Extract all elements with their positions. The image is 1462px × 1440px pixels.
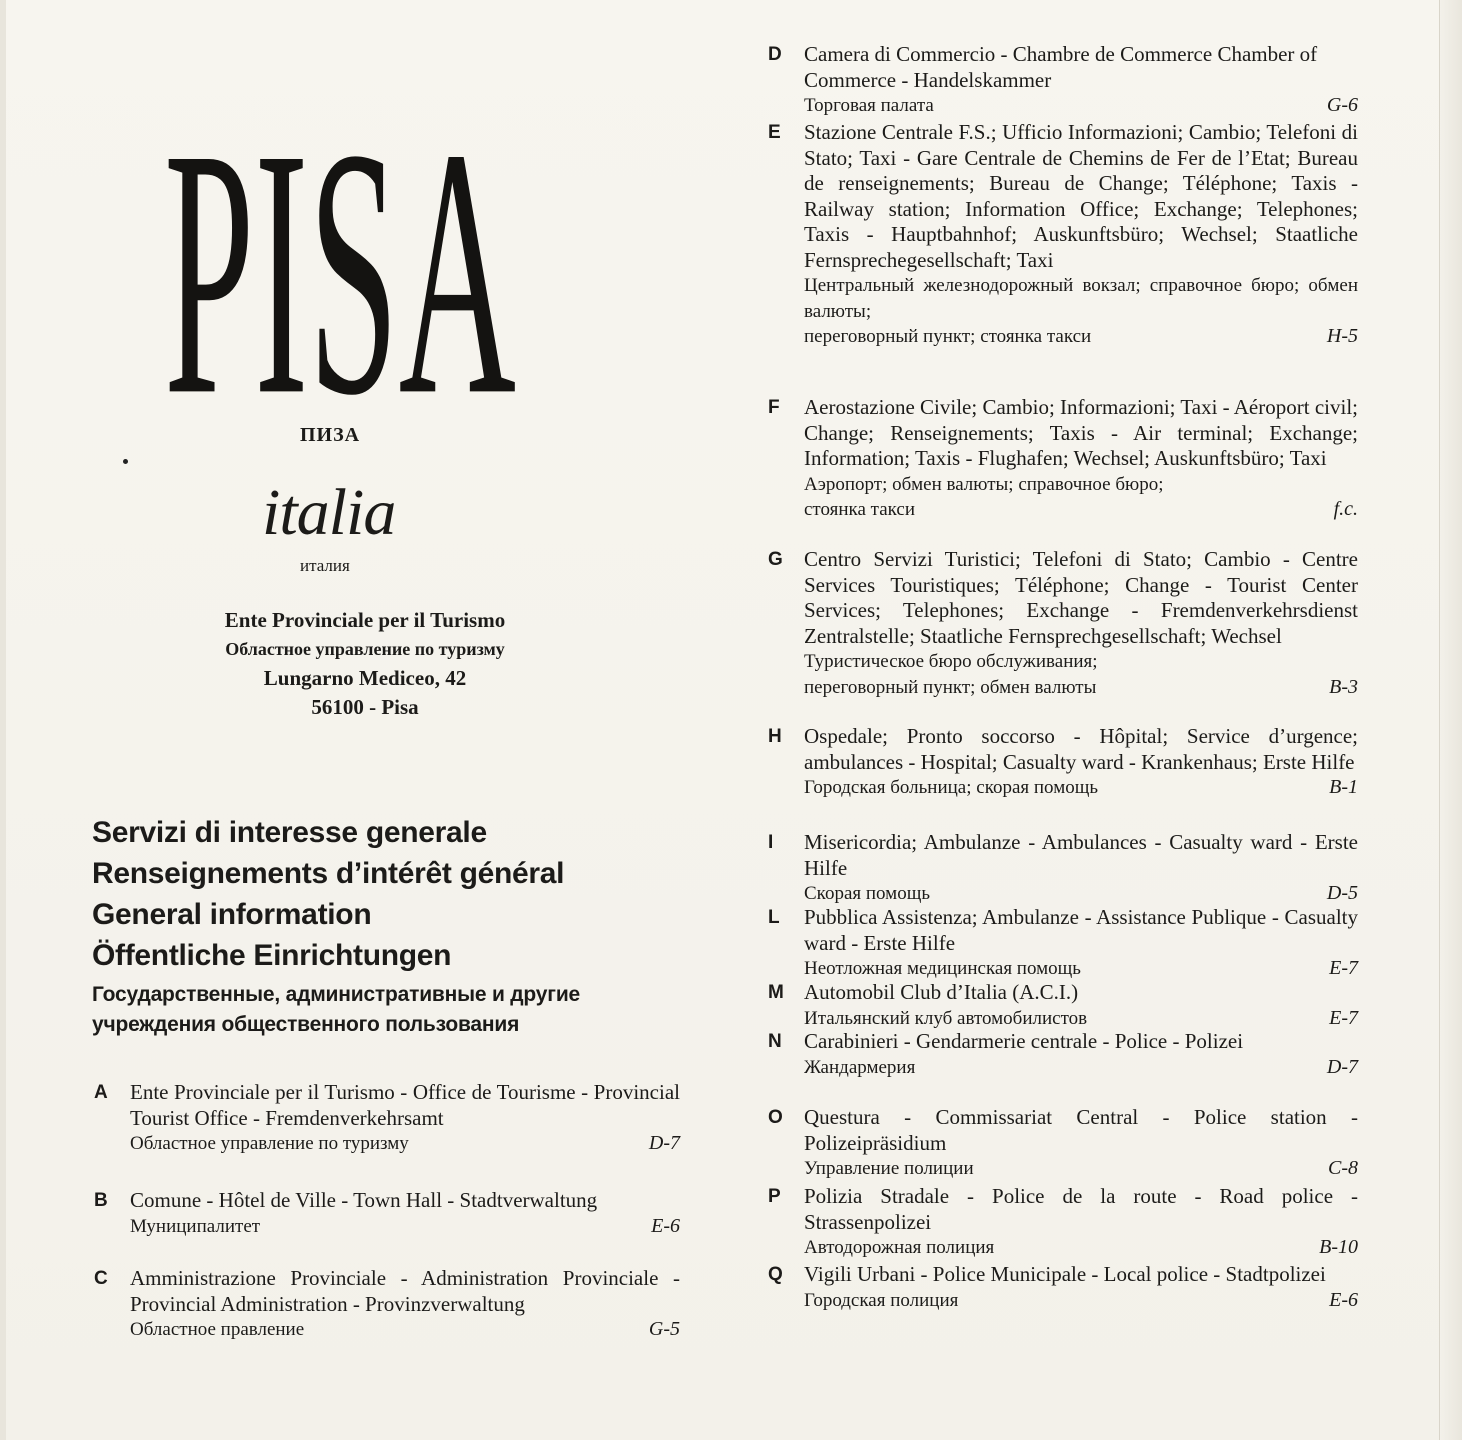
entry-text: Misericordia; Ambulanze - Ambulances - Casualty ward - Erste Hilfe [804, 830, 1358, 880]
entry-letter: F [768, 397, 780, 418]
entry-letter: P [768, 1186, 781, 1207]
heading-french: Renseignements d’intérêt général [92, 857, 565, 890]
entry-russian: Итальянский клуб автомобилистов [804, 1007, 1088, 1029]
office-block [130, 606, 600, 722]
entry-text: Automobil Club d’Italia (A.C.I.) [804, 980, 1079, 1004]
country-title-russian: италия [300, 556, 350, 575]
entry-russian: Областное управление по туризму [130, 1133, 409, 1154]
map-code: E-7 [1329, 1006, 1358, 1029]
entry-letter: B [94, 1190, 108, 1211]
heading-russian-2: учреждения общественного пользования [92, 1013, 520, 1036]
entry-letter: L [768, 907, 780, 928]
map-code: B-3 [1329, 675, 1358, 698]
entry-letter: Q [768, 1264, 783, 1285]
entry-russian: Городская полиция [804, 1289, 959, 1311]
section-headings [92, 812, 732, 1040]
entry-text: Stazione Centrale F.S.; Ufficio Informazioni; Cambio; Telefoni di Stato; Taxi - Gare Centrale de Chemins de Fer de l’Etat; Bureau de renseignements; Bureau de Change; Téléphone; Taxis - Railway station; Information Office; Exchange; Telephones; Taxis - Hauptbahnhof; Auskunftsbüro; Wechsel; Staatliche Fernsprechegesellschaft; Taxi [804, 120, 1358, 272]
entry-text: Vigili Urbani - Police Municipale - Local police - Stadtpolizei [804, 1262, 1326, 1286]
entry-text: Ente Provinciale per il Turismo - Office de Tourisme - Provincial Tourist Office - Fremdenverkehrsamt [130, 1080, 680, 1130]
map-code: B-10 [1319, 1236, 1358, 1258]
logo-letters: PISA [164, 75, 516, 408]
entry-russian: Неотложная медицинская помощь [804, 958, 1081, 979]
entry-russian: Автодорожная полиция [804, 1237, 995, 1258]
entry-letter: M [768, 982, 784, 1003]
logo-russian: ПИЗА [300, 424, 361, 446]
entry-russian: Торговая палата [804, 95, 934, 116]
office-name-russian: Областное управление по туризму [225, 639, 505, 659]
pisa-logo [160, 38, 520, 408]
entry-text: Questura - Commissariat Central - Police station - Polizeipräsidium [804, 1105, 1358, 1155]
entry-russian: Областное правление [130, 1319, 305, 1340]
heading-english: General information [92, 898, 372, 931]
map-code: G-6 [1326, 94, 1358, 116]
map-code: E-6 [651, 1214, 680, 1237]
entry-russian-pre: Туристическое бюро обслуживания; [804, 651, 1098, 672]
office-name: Ente Provinciale per il Turismo [224, 608, 506, 632]
entry-text: Camera di Commercio - Chambre de Commerce Chamber of Commerce - Handelskammer [804, 42, 1318, 92]
entry-russian: стоянка такси [804, 499, 915, 520]
map-code: B-1 [1329, 776, 1358, 798]
entry-text: Pubblica Assistenza; Ambulanze - Assistance Publique - Casualty ward - Erste Hilfe [804, 905, 1358, 955]
page-left-edge [0, 0, 6, 1440]
map-code: D-7 [1326, 1055, 1358, 1078]
map-code: E-7 [1329, 957, 1358, 979]
heading-russian-1: Государственные, административные и другие [92, 983, 581, 1006]
country-title: italia [262, 476, 396, 549]
entry-russian: Городская больница; скорая помощь [804, 777, 1099, 798]
entry-letter: H [768, 726, 782, 747]
map-code: D-7 [648, 1132, 680, 1154]
map-code: E-6 [1329, 1288, 1358, 1311]
entry-letter: A [94, 1082, 108, 1103]
entry-russian: переговорный пункт; обмен валюты [804, 676, 1097, 698]
entry-russian-pre: Аэропорт; обмен валюты; справочное бюро; [804, 473, 1164, 495]
office-city: 56100 - Pisa [311, 695, 419, 719]
entry-text: Aerostazione Civile; Cambio; Informazioni; Taxi - Aéroport civil; Change; Renseignements; Taxis - Air terminal; Exchange; Information; Taxis - Flughafen; Wechsel; Auskunftsbüro; Taxi [804, 395, 1358, 470]
entry-text: Centro Servizi Turistici; Telefoni di Stato; Cambio - Centre Services Touristiques; Téléphone; Change - Tourist Center Services; Telephones; Exchange - Fremdenverkehrsdienst Zentralstelle; Staatliche Fernsprechgesellschaft; Wechsel [804, 547, 1358, 648]
entry-text: Comune - Hôtel de Ville - Town Hall - Stadtverwaltung [130, 1188, 598, 1212]
heading-italian: Servizi di interesse generale [92, 816, 487, 849]
office-address: Lungarno Mediceo, 42 [263, 666, 467, 690]
entry-text: Polizia Stradale - Police de la route - Road police - Strassenpolizei [804, 1184, 1358, 1234]
entry-russian: Скорая помощь [804, 883, 930, 904]
entry-text: Amministrazione Provinciale - Administration Provinciale - Provincial Administration - Provinzverwaltung [130, 1266, 680, 1316]
entry-letter: D [768, 44, 782, 65]
entry-russian-pre: Центральный железнодорожный вокзал; справочное бюро; обмен валюты; [804, 275, 1358, 322]
entry-letter: E [768, 122, 781, 143]
ink-dot [123, 459, 128, 464]
entry-russian: переговорный пункт; стоянка такси [804, 326, 1092, 347]
map-code: H-5 [1326, 325, 1358, 347]
entry-text: Ospedale; Pronto soccorso - Hôpital; Service d’urgence; ambulances - Hospital; Casualty ward - Krankenhaus; Erste Hilfe [804, 724, 1358, 774]
entry-russian: Управление полиции [804, 1158, 974, 1179]
entry-letter: O [768, 1107, 783, 1128]
entry-text: Carabinieri - Gendarmerie centrale - Police - Polizei [804, 1029, 1244, 1053]
map-code: G-5 [648, 1318, 680, 1340]
entry-russian: Жандармерия [804, 1056, 916, 1078]
entry-letter: N [768, 1031, 782, 1052]
map-code: D-5 [1326, 882, 1358, 904]
page-right-edge [1439, 0, 1462, 1440]
map-code: f.c. [1333, 498, 1358, 520]
entry-letter: G [768, 549, 783, 570]
map-code: C-8 [1328, 1157, 1358, 1179]
heading-german: Öffentliche Einrichtungen [92, 939, 452, 972]
entry-letter: C [94, 1268, 108, 1289]
entry-russian: Муниципалитет [130, 1215, 261, 1237]
entry-letter: I [768, 832, 774, 853]
